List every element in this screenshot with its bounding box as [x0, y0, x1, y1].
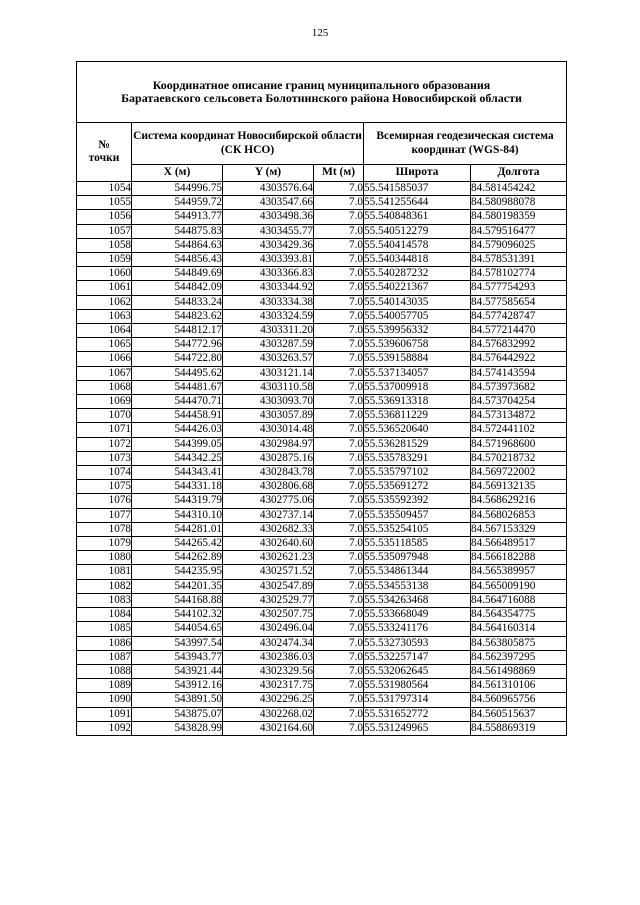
x-coordinate-cell: 544996.75 [132, 182, 223, 196]
point-number-cell: 1092 [77, 721, 132, 735]
point-number-cell: 1082 [77, 579, 132, 593]
y-coordinate-cell: 4302529.77 [223, 593, 314, 607]
x-coordinate-cell: 544772.96 [132, 338, 223, 352]
table-row [77, 224, 567, 238]
y-coordinate-cell: 4303393.81 [223, 253, 314, 267]
y-coordinate-cell: 4302268.02 [223, 707, 314, 721]
point-number-cell: 1060 [77, 267, 132, 281]
table-row [77, 409, 567, 423]
table-row [77, 537, 567, 551]
y-coordinate-cell: 4303014.48 [223, 423, 314, 437]
latitude-cell: 55.540414578 [364, 238, 471, 252]
mt-cell: 7.0 [314, 508, 364, 522]
x-coordinate-cell: 544281.01 [132, 522, 223, 536]
y-coordinate-cell: 4302775.06 [223, 494, 314, 508]
latitude-cell: 55.534553138 [364, 579, 471, 593]
table-title [77, 62, 567, 123]
point-number-cell: 1086 [77, 636, 132, 650]
point-number-cell: 1064 [77, 324, 132, 338]
table-row [77, 238, 567, 252]
longitude-cell: 84.576832992 [471, 338, 567, 352]
x-coordinate-cell: 544168.88 [132, 593, 223, 607]
point-number-cell: 1088 [77, 664, 132, 678]
point-number-cell: 1077 [77, 508, 132, 522]
y-coordinate-cell: 4302164.60 [223, 721, 314, 735]
longitude-cell: 84.573134872 [471, 409, 567, 423]
x-column-header: X (м) [132, 165, 223, 182]
table-row [77, 565, 567, 579]
table-row [77, 636, 567, 650]
point-number-cell: 1076 [77, 494, 132, 508]
longitude-cell: 84.578531391 [471, 253, 567, 267]
mt-cell: 7.0 [314, 423, 364, 437]
x-coordinate-cell: 543997.54 [132, 636, 223, 650]
x-coordinate-cell: 544470.71 [132, 395, 223, 409]
point-number-cell: 1089 [77, 679, 132, 693]
x-coordinate-cell: 544331.18 [132, 480, 223, 494]
x-coordinate-cell: 544849.69 [132, 267, 223, 281]
point-number-cell: 1063 [77, 309, 132, 323]
point-number-header [77, 123, 132, 182]
mt-cell: 7.0 [314, 721, 364, 735]
longitude-cell: 84.565389957 [471, 565, 567, 579]
longitude-cell: 84.566489517 [471, 537, 567, 551]
mt-cell: 7.0 [314, 196, 364, 210]
point-number-cell: 1081 [77, 565, 132, 579]
mt-cell: 7.0 [314, 593, 364, 607]
longitude-cell: 84.577754293 [471, 281, 567, 295]
x-coordinate-cell: 544842.09 [132, 281, 223, 295]
table-row [77, 579, 567, 593]
y-coordinate-cell: 4303287.59 [223, 338, 314, 352]
y-coordinate-cell: 4302571.52 [223, 565, 314, 579]
y-coordinate-cell: 4303455.77 [223, 224, 314, 238]
point-number-cell: 1068 [77, 380, 132, 394]
point-number-cell: 1059 [77, 253, 132, 267]
longitude-cell: 84.569722002 [471, 466, 567, 480]
latitude-cell: 55.537009918 [364, 380, 471, 394]
point-number-cell: 1057 [77, 224, 132, 238]
longitude-cell: 84.565009190 [471, 579, 567, 593]
point-number-cell: 1079 [77, 537, 132, 551]
mt-cell: 7.0 [314, 267, 364, 281]
y-coordinate-cell: 4303498.36 [223, 210, 314, 224]
y-coordinate-cell: 4303121.14 [223, 366, 314, 380]
y-coordinate-cell: 4303263.57 [223, 352, 314, 366]
table-row [77, 721, 567, 735]
mt-cell: 7.0 [314, 352, 364, 366]
point-number-header-line-1: № [98, 138, 110, 151]
latitude-cell: 55.536520640 [364, 423, 471, 437]
point-number-cell: 1072 [77, 437, 132, 451]
x-coordinate-cell: 544265.42 [132, 537, 223, 551]
table-row [77, 437, 567, 451]
latitude-cell: 55.540143035 [364, 295, 471, 309]
y-coordinate-cell: 4303110.58 [223, 380, 314, 394]
y-coordinate-cell: 4303334.38 [223, 295, 314, 309]
longitude-cell: 84.567153329 [471, 522, 567, 536]
table-row [77, 324, 567, 338]
point-number-cell: 1056 [77, 210, 132, 224]
table-row [77, 309, 567, 323]
x-coordinate-cell: 544913.77 [132, 210, 223, 224]
latitude-cell: 55.534861344 [364, 565, 471, 579]
mt-cell: 7.0 [314, 380, 364, 394]
table-row [77, 608, 567, 622]
latitude-cell: 55.540848361 [364, 210, 471, 224]
latitude-cell: 55.533241176 [364, 622, 471, 636]
latitude-cell: 55.535118585 [364, 537, 471, 551]
point-number-cell: 1062 [77, 295, 132, 309]
latitude-cell: 55.532730593 [364, 636, 471, 650]
table-row [77, 494, 567, 508]
table-row [77, 622, 567, 636]
table-row [77, 352, 567, 366]
longitude-cell: 84.560965756 [471, 693, 567, 707]
mt-cell: 7.0 [314, 565, 364, 579]
point-number-cell: 1075 [77, 480, 132, 494]
y-coordinate-cell: 4302737.14 [223, 508, 314, 522]
x-coordinate-cell: 544495.62 [132, 366, 223, 380]
latitude-cell: 55.541585037 [364, 182, 471, 196]
longitude-cell: 84.569132135 [471, 480, 567, 494]
y-coordinate-cell: 4303344.92 [223, 281, 314, 295]
longitude-cell: 84.574143594 [471, 366, 567, 380]
latitude-cell: 55.535691272 [364, 480, 471, 494]
table-row [77, 423, 567, 437]
y-coordinate-cell: 4302329.56 [223, 664, 314, 678]
longitude-cell: 84.568026853 [471, 508, 567, 522]
x-coordinate-cell: 544426.03 [132, 423, 223, 437]
latitude-cell: 55.531797314 [364, 693, 471, 707]
mt-cell: 7.0 [314, 210, 364, 224]
latitude-cell: 55.536811229 [364, 409, 471, 423]
table-title-line-1: Координатное описание границ муниципального образования [152, 77, 491, 92]
mt-cell: 7.0 [314, 395, 364, 409]
mt-cell: 7.0 [314, 309, 364, 323]
y-coordinate-cell: 4302806.68 [223, 480, 314, 494]
latitude-cell: 55.533668049 [364, 608, 471, 622]
mt-cell: 7.0 [314, 409, 364, 423]
table-row [77, 182, 567, 196]
x-coordinate-cell: 544722.80 [132, 352, 223, 366]
longitude-cell: 84.572441102 [471, 423, 567, 437]
table-row [77, 522, 567, 536]
latitude-cell: 55.535097948 [364, 551, 471, 565]
latitude-cell: 55.535797102 [364, 466, 471, 480]
latitude-cell: 55.532062645 [364, 664, 471, 678]
point-number-header-line-2: точки [88, 152, 120, 164]
longitude-column-header: Долгота [471, 165, 567, 182]
longitude-cell: 84.560515637 [471, 707, 567, 721]
latitude-cell: 55.540221367 [364, 281, 471, 295]
x-coordinate-cell: 544812.17 [132, 324, 223, 338]
table-body [77, 182, 567, 736]
page-number: 125 [311, 27, 329, 39]
table-row [77, 380, 567, 394]
y-coordinate-cell: 4302547.89 [223, 579, 314, 593]
table-row [77, 480, 567, 494]
table-row [77, 508, 567, 522]
y-coordinate-cell: 4303057.89 [223, 409, 314, 423]
longitude-cell: 84.568629216 [471, 494, 567, 508]
latitude-cell: 55.534263468 [364, 593, 471, 607]
longitude-cell: 84.573704254 [471, 395, 567, 409]
point-number-cell: 1091 [77, 707, 132, 721]
mt-cell: 7.0 [314, 224, 364, 238]
longitude-cell: 84.577428747 [471, 309, 567, 323]
point-number-cell: 1071 [77, 423, 132, 437]
coordinates-table [76, 61, 567, 736]
y-coordinate-cell: 4302474.34 [223, 636, 314, 650]
mt-cell: 7.0 [314, 664, 364, 678]
latitude-cell: 55.541255644 [364, 196, 471, 210]
longitude-cell: 84.578102774 [471, 267, 567, 281]
point-number-cell: 1054 [77, 182, 132, 196]
longitude-cell: 84.564354775 [471, 608, 567, 622]
latitude-cell: 55.540057705 [364, 309, 471, 323]
point-number-cell: 1078 [77, 522, 132, 536]
latitude-cell: 55.535509457 [364, 508, 471, 522]
x-coordinate-cell: 544201.35 [132, 579, 223, 593]
y-coordinate-cell: 4302875.16 [223, 451, 314, 465]
y-coordinate-cell: 4302317.75 [223, 679, 314, 693]
longitude-cell: 84.571968600 [471, 437, 567, 451]
latitude-cell: 55.539956332 [364, 324, 471, 338]
latitude-cell: 55.535254105 [364, 522, 471, 536]
mt-cell: 7.0 [314, 693, 364, 707]
table-row [77, 466, 567, 480]
x-coordinate-cell: 544102.32 [132, 608, 223, 622]
point-number-cell: 1087 [77, 650, 132, 664]
mt-cell: 7.0 [314, 608, 364, 622]
table-row [77, 679, 567, 693]
mt-cell: 7.0 [314, 522, 364, 536]
x-coordinate-cell: 544856.43 [132, 253, 223, 267]
longitude-cell: 84.579516477 [471, 224, 567, 238]
x-coordinate-cell: 543912.16 [132, 679, 223, 693]
y-column-header: Y (м) [223, 165, 314, 182]
table-row [77, 395, 567, 409]
point-number-cell: 1066 [77, 352, 132, 366]
longitude-cell: 84.564160314 [471, 622, 567, 636]
point-number-cell: 1058 [77, 238, 132, 252]
point-number-cell: 1074 [77, 466, 132, 480]
x-coordinate-cell: 544319.79 [132, 494, 223, 508]
longitude-cell: 84.581454242 [471, 182, 567, 196]
longitude-cell: 84.576442922 [471, 352, 567, 366]
point-number-cell: 1055 [77, 196, 132, 210]
latitude-cell: 55.531249965 [364, 721, 471, 735]
mt-cell: 7.0 [314, 707, 364, 721]
latitude-cell: 55.539158884 [364, 352, 471, 366]
x-coordinate-cell: 543891.50 [132, 693, 223, 707]
longitude-cell: 84.561498869 [471, 664, 567, 678]
table-row [77, 664, 567, 678]
point-number-cell: 1065 [77, 338, 132, 352]
latitude-cell: 55.535592392 [364, 494, 471, 508]
longitude-cell: 84.558869319 [471, 721, 567, 735]
y-coordinate-cell: 4302507.75 [223, 608, 314, 622]
latitude-cell: 55.536913318 [364, 395, 471, 409]
x-coordinate-cell: 544458.91 [132, 409, 223, 423]
x-coordinate-cell: 544875.83 [132, 224, 223, 238]
y-coordinate-cell: 4302296.25 [223, 693, 314, 707]
mt-cell: 7.0 [314, 466, 364, 480]
latitude-column-header: Широта [364, 165, 471, 182]
latitude-cell: 55.539606758 [364, 338, 471, 352]
latitude-cell: 55.540512279 [364, 224, 471, 238]
table-title-line-2: Баратаевского сельсовета Болотнинского района Новосибирской области [121, 91, 522, 105]
longitude-cell: 84.579096025 [471, 238, 567, 252]
y-coordinate-cell: 4303311.20 [223, 324, 314, 338]
longitude-cell: 84.563805875 [471, 636, 567, 650]
mt-cell: 7.0 [314, 182, 364, 196]
x-coordinate-cell: 544310.10 [132, 508, 223, 522]
x-coordinate-cell: 543828.99 [132, 721, 223, 735]
x-coordinate-cell: 544399.05 [132, 437, 223, 451]
y-coordinate-cell: 4303366.83 [223, 267, 314, 281]
x-coordinate-cell: 544833.24 [132, 295, 223, 309]
table-row [77, 451, 567, 465]
longitude-cell: 84.577214470 [471, 324, 567, 338]
table-row [77, 693, 567, 707]
y-coordinate-cell: 4303547.66 [223, 196, 314, 210]
longitude-cell: 84.570218732 [471, 451, 567, 465]
y-coordinate-cell: 4302621.23 [223, 551, 314, 565]
x-coordinate-cell: 543921.44 [132, 664, 223, 678]
table-row [77, 707, 567, 721]
x-coordinate-cell: 544864.63 [132, 238, 223, 252]
y-coordinate-cell: 4302984.97 [223, 437, 314, 451]
table-row [77, 267, 567, 281]
longitude-cell: 84.561310106 [471, 679, 567, 693]
table-row [77, 210, 567, 224]
mt-cell: 7.0 [314, 650, 364, 664]
x-coordinate-cell: 543875.07 [132, 707, 223, 721]
y-coordinate-cell: 4302843.78 [223, 466, 314, 480]
table-row [77, 593, 567, 607]
y-coordinate-cell: 4302496.04 [223, 622, 314, 636]
x-coordinate-cell: 543943.77 [132, 650, 223, 664]
mt-cell: 7.0 [314, 451, 364, 465]
wgs-system-header: Всемирная геодезическая система координат (WGS-84) [364, 123, 567, 165]
point-number-cell: 1083 [77, 593, 132, 607]
latitude-cell: 55.531980564 [364, 679, 471, 693]
mt-cell: 7.0 [314, 537, 364, 551]
table-row [77, 253, 567, 267]
x-coordinate-cell: 544054.65 [132, 622, 223, 636]
mt-cell: 7.0 [314, 494, 364, 508]
table-row [77, 295, 567, 309]
longitude-cell: 84.564716088 [471, 593, 567, 607]
mt-cell: 7.0 [314, 636, 364, 650]
table-row [77, 281, 567, 295]
table-row [77, 366, 567, 380]
latitude-cell: 55.536281529 [364, 437, 471, 451]
mt-cell: 7.0 [314, 324, 364, 338]
x-coordinate-cell: 544343.41 [132, 466, 223, 480]
longitude-cell: 84.577585654 [471, 295, 567, 309]
mt-cell: 7.0 [314, 366, 364, 380]
longitude-cell: 84.562397295 [471, 650, 567, 664]
point-number-cell: 1069 [77, 395, 132, 409]
mt-cell: 7.0 [314, 480, 364, 494]
mt-cell: 7.0 [314, 238, 364, 252]
point-number-cell: 1080 [77, 551, 132, 565]
latitude-cell: 55.531652772 [364, 707, 471, 721]
mt-cell: 7.0 [314, 579, 364, 593]
mt-cell: 7.0 [314, 437, 364, 451]
mt-cell: 7.0 [314, 281, 364, 295]
latitude-cell: 55.540344818 [364, 253, 471, 267]
point-number-cell: 1085 [77, 622, 132, 636]
x-coordinate-cell: 544262.89 [132, 551, 223, 565]
longitude-cell: 84.580988078 [471, 196, 567, 210]
mt-cell: 7.0 [314, 551, 364, 565]
mt-cell: 7.0 [314, 622, 364, 636]
y-coordinate-cell: 4303093.70 [223, 395, 314, 409]
y-coordinate-cell: 4303576.64 [223, 182, 314, 196]
latitude-cell: 55.540287232 [364, 267, 471, 281]
table-row [77, 650, 567, 664]
point-number-cell: 1070 [77, 409, 132, 423]
table-row [77, 338, 567, 352]
longitude-cell: 84.566182288 [471, 551, 567, 565]
x-coordinate-cell: 544823.62 [132, 309, 223, 323]
table-row [77, 196, 567, 210]
x-coordinate-cell: 544481.67 [132, 380, 223, 394]
mt-column-header: Mt (м) [314, 165, 364, 182]
longitude-cell: 84.580198359 [471, 210, 567, 224]
y-coordinate-cell: 4303429.36 [223, 238, 314, 252]
x-coordinate-cell: 544959.72 [132, 196, 223, 210]
y-coordinate-cell: 4303324.59 [223, 309, 314, 323]
y-coordinate-cell: 4302640.60 [223, 537, 314, 551]
local-system-header: Система координат Новосибирской области (СК НСО) [132, 123, 364, 165]
x-coordinate-cell: 544342.25 [132, 451, 223, 465]
y-coordinate-cell: 4302682.33 [223, 522, 314, 536]
table-row [77, 551, 567, 565]
mt-cell: 7.0 [314, 253, 364, 267]
point-number-cell: 1090 [77, 693, 132, 707]
mt-cell: 7.0 [314, 679, 364, 693]
point-number-cell: 1067 [77, 366, 132, 380]
mt-cell: 7.0 [314, 338, 364, 352]
point-number-cell: 1073 [77, 451, 132, 465]
point-number-cell: 1061 [77, 281, 132, 295]
longitude-cell: 84.573973682 [471, 380, 567, 394]
point-number-cell: 1084 [77, 608, 132, 622]
latitude-cell: 55.532257147 [364, 650, 471, 664]
latitude-cell: 55.535783291 [364, 451, 471, 465]
mt-cell: 7.0 [314, 295, 364, 309]
x-coordinate-cell: 544235.95 [132, 565, 223, 579]
latitude-cell: 55.537134057 [364, 366, 471, 380]
y-coordinate-cell: 4302386.03 [223, 650, 314, 664]
